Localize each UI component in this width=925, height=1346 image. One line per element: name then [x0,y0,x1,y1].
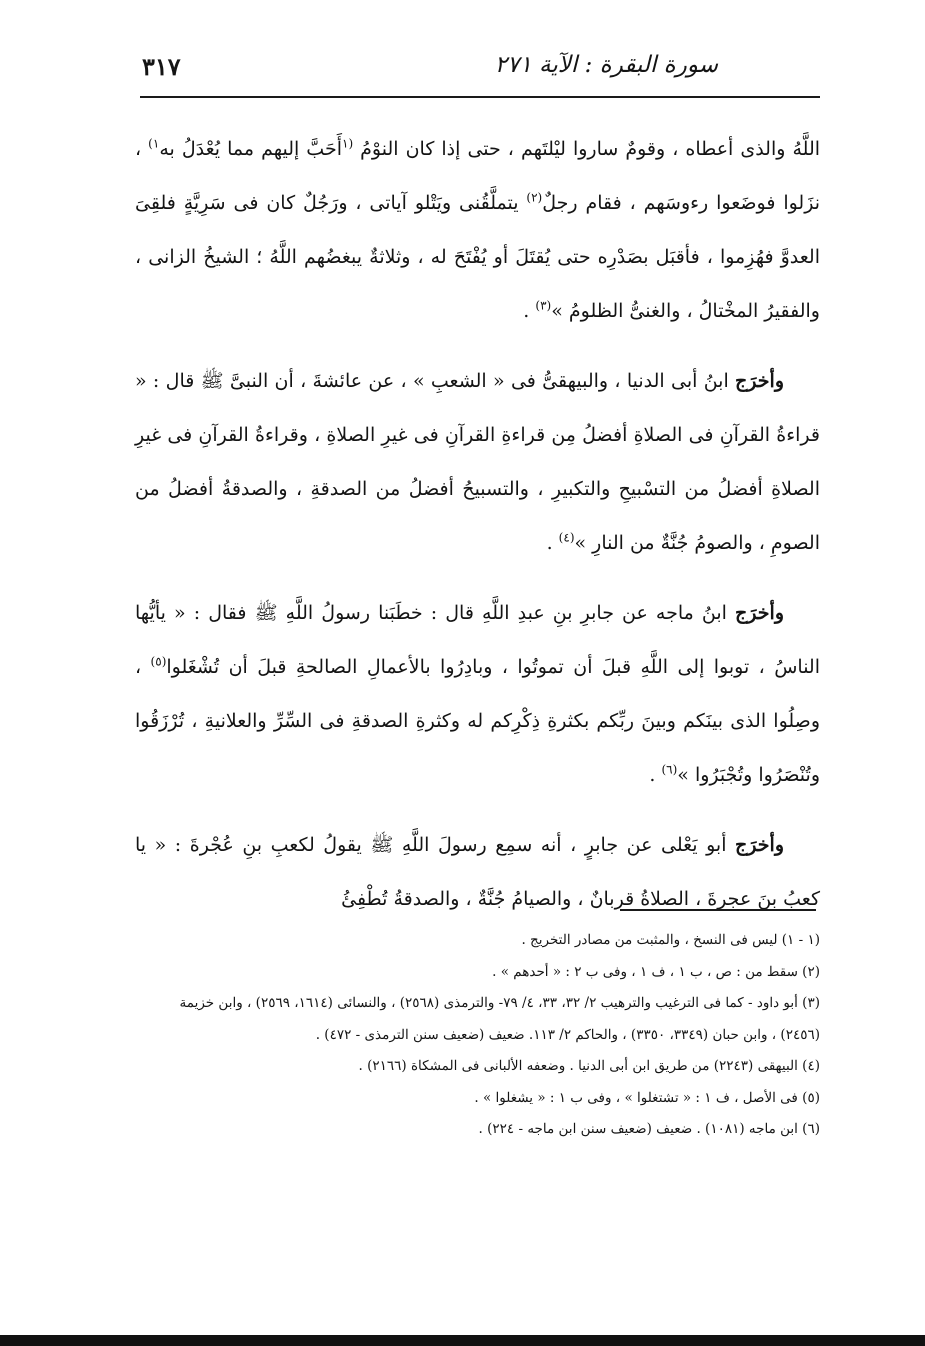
paragraph-lead: وأخرَج [735,834,784,856]
footnote-ref: ١) [148,136,160,151]
text-segment: أبو يَعْلى عن جابرٍ ، أنه سمِع رسولَ اللَّهِ ﷺ يقولُ لكعبِ بنِ عُجْرةَ : « يا كعبُ بنَ عجرةَ ، الصلاةُ قربانٌ ، والصيامُ جُنَّةٌ ، والصدقةُ تُطْفِئُ [135,834,820,910]
footnote-4: (٤) البيهقى (٢٢٤٣) من طريق ابن أبى الدنيا . وضعفه الألبانى فى المشكاة (٢١٦٦) . [358,1058,820,1074]
footnote-ref: (١ [342,136,354,151]
text-segment: ابنُ ماجه عن جابرِ بنِ عبدِ اللَّهِ قال : خطَبَنا رسولُ اللَّهِ ﷺ فقال : « يأيُّها الناسُ ، توبوا إلى اللَّهِ قبلَ أن تموتُوا ، وبادِرُوا بالأعمالِ الصالحةِ قبلَ أن تُشْغَلوا [135,602,820,678]
footnote-5: (٥) فى الأصل ، ف ١ : « تشتغلوا » ، وفى ب ١ : « يشغلوا » . [474,1089,820,1106]
paragraph-lead: وأخرَج [735,602,784,624]
page-number: ٣١٧ [142,52,181,81]
page-header [140,50,820,98]
paragraph-1 [135,122,820,338]
text-segment: ، نزَلوا فوضَعوا رءوسَهم ، فقام رجلٌ [135,138,820,214]
text-segment: يتملَّقُنى ويَتْلو آياتى ، ورَجُلٌ كان فى سَرِيَّةٍ فلقِىَ العدوَّ فهُزِموا ، فأقبَل بصَدْرِه حتى يُقتَلَ أو يُفْتَحَ له ، وثلاثةٌ يبغضُهم اللَّهُ ؛ الشيخُ الزانى ، والفقيرُ المخْتالُ ، والغنىُّ الظلومُ » [135,192,820,322]
footnote-1: (١ - ١) ليس فى النسخ ، والمثبت من مصادر التخريج . [521,932,820,948]
footnote-divider [620,909,816,911]
footnote-ref: (٢) [526,190,543,205]
footnote-ref: (٤) [558,530,575,545]
paragraph-3 [135,586,820,802]
footnote-3: (٣) أبو داود - كما فى الترغيب والترهيب ٢/ ٣٢، ٣٣، ٤/ ٧٩- والترمذى (٢٥٦٨) ، والنسائى (١٦١٤، ٢٥٦٩) ، وابن خزيمة (٢٤٥٦) ، وابن حبان (٣٣٤٩، ٣٣٥٠) ، والحاكم ٢/ ١١٣. ضعيف (ضعيف سنن الترمذى - ٤٧٢) . [179,995,820,1043]
text-segment: . [649,764,662,786]
text-segment: . [523,300,536,322]
footnote-ref: (٦) [661,762,678,777]
text-segment: ، وصِلُوا الذى بينَكم وبينَ ربِّكم بكثرةِ ذِكْرِكم له وكثرةِ الصدقةِ فى السِّرِّ والعلانيةِ ، تُرْزَقُوا وتُنْصَرُوا وتُجْبَرُوا » [135,656,820,786]
paragraph-lead: وأخرَج [735,370,784,392]
footnotes [140,925,820,1146]
text-segment: اللَّهُ والذى أعطاه ، وقومٌ ساروا ليْلتَهم ، حتى إذا كان النوْمُ [353,138,821,160]
running-title: سورة البقرة : الآية ٢٧١ [494,52,718,78]
main-text [135,122,820,942]
footnote-ref: (٣) [535,298,552,313]
footnote-2: (٢) سقط من : ص ، ب ١ ، ف ١ ، وفى ب ٢ : « أحدهم » . [492,963,820,980]
footnote-ref: (٥) [150,654,167,669]
paragraph-2 [135,354,820,570]
scan-edge [0,1335,925,1346]
text-segment: . [546,532,559,554]
footnote-6: (٦) ابن ماجه (١٠٨١) . ضعيف (ضعيف سنن ابن ماجه - ٢٢٤) . [478,1121,820,1137]
text-segment: ابنُ أبى الدنيا ، والبيهقىُّ فى « الشعبِ » ، عن عائشةَ ، أن النبىَّ ﷺ قال : « قراءةُ القرآنِ فى الصلاةِ أفضلُ مِن قراءةِ القرآنِ فى غيرِ الصلاةِ ، وقراءةُ القرآنِ فى غيرِ الصلاةِ أفضلُ من التسْبيحِ والتكبيرِ ، والتسبيحُ أفضلُ من الصدقةِ ، والصدقةُ أفضلُ من الصومِ ، والصومُ جُنَّةٌ من النارِ » [135,370,820,554]
text-segment: أَحَبَّ إليهم مما يُعْدَلُ به [159,138,342,160]
